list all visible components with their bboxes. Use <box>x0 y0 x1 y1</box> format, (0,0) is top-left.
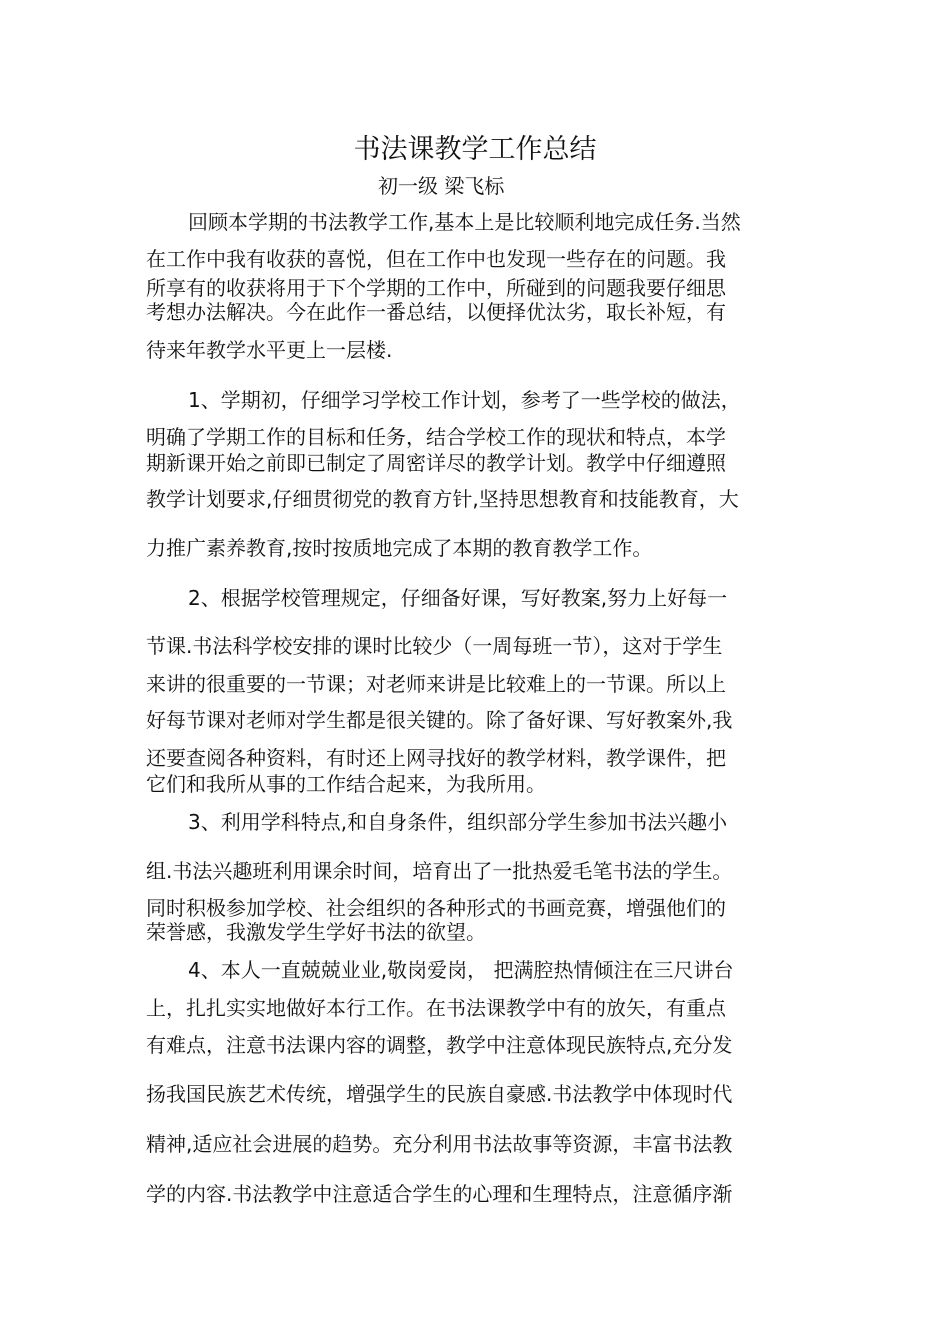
paragraph-line: 来讲的很重要的一节课；对老师来讲是比较难上的一节课。所以上 <box>146 672 726 696</box>
paragraph-line: 精神,适应社会进展的趋势。充分利用书法故事等资源，丰富书法教 <box>146 1132 733 1156</box>
paragraph-line: 上，扎扎实实地做好本行工作。在书法课教学中有的放矢，有重点 <box>146 996 726 1020</box>
paragraph-line: 3、利用学科特点,和自身条件，组织部分学生参加书法兴趣小 <box>188 810 728 834</box>
paragraph-line: 1、学期初，仔细学习学校工作计划，参考了一些学校的做法， <box>188 388 741 412</box>
document-title: 书法课教学工作总结 <box>353 134 597 165</box>
paragraph-line: 在工作中我有收获的喜悦，但在工作中也发现一些存在的问题。我 <box>146 247 726 271</box>
paragraph-line: 节课.书法科学校安排的课时比较少（一周每班一节），这对于学生 <box>146 634 723 658</box>
paragraph-line: 荣誉感，我激发学生学好书法的欲望。 <box>146 920 486 944</box>
paragraph-line: 学的内容.书法教学中注意适合学生的心理和生理特点，注意循序渐 <box>146 1182 733 1206</box>
paragraph-line: 它们和我所从事的工作结合起来，为我所用。 <box>146 772 546 796</box>
paragraph-line: 教学计划要求,仔细贯彻党的教育方针,坚持思想教育和技能教育，大 <box>146 487 739 511</box>
paragraph-line: 有难点，注意书法课内容的调整，教学中注意体现民族特点,充分发 <box>146 1033 733 1057</box>
paragraph-line: 考想办法解决。今在此作一番总结，以便择优汰劣，取长补短，有 <box>146 300 726 324</box>
paragraph-line: 待来年教学水平更上一层楼. <box>146 338 393 362</box>
paragraph-line: 好每节课对老师对学生都是很关键的。除了备好课、写好教案外,我 <box>146 708 733 732</box>
paragraph-line: 同时积极参加学校、社会组织的各种形式的书画竞赛，增强他们的 <box>146 896 726 920</box>
paragraph-line: 回顾本学期的书法教学工作,基本上是比较顺利地完成任务.当然 <box>188 210 741 234</box>
author-line: 初一级 梁飞标 <box>378 174 505 198</box>
paragraph-line: 扬我国民族艺术传统，增强学生的民族自豪感.书法教学中体现时代 <box>146 1082 733 1106</box>
paragraph-line: 还要查阅各种资料，有时还上网寻找好的教学材料，教学课件，把 <box>146 746 726 770</box>
paragraph-line: 所享有的收获将用于下个学期的工作中，所碰到的问题我要仔细思 <box>146 276 726 300</box>
paragraph-line: 组.书法兴趣班利用课余时间，培育出了一批热爱毛笔书法的学生。 <box>146 859 733 883</box>
paragraph-line: 4、本人一直兢兢业业,敬岗爱岗， 把满腔热情倾注在三尺讲台 <box>188 958 734 982</box>
paragraph-line: 力推广素养教育,按时按质地完成了本期的教育教学工作。 <box>146 536 653 560</box>
paragraph-line: 2、根据学校管理规定，仔细备好课，写好教案,努力上好每一 <box>188 586 728 610</box>
paragraph-line: 明确了学期工作的目标和任务，结合学校工作的现状和特点，本学 <box>146 425 726 449</box>
paragraph-line: 期新课开始之前即已制定了周密详尽的教学计划。教学中仔细遵照 <box>146 451 726 475</box>
